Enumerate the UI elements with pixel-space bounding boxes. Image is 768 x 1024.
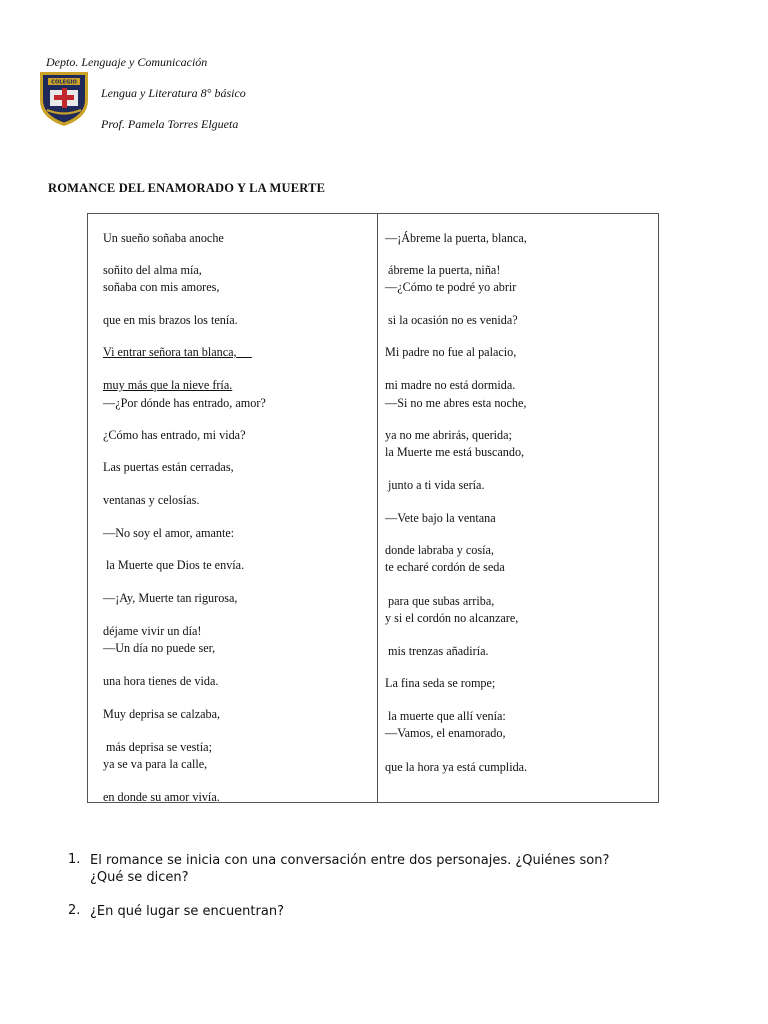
verse-line: en donde su amor vivía.	[103, 790, 220, 804]
verse-line: Vi entrar señora tan blanca,	[103, 345, 237, 359]
verse-line: una hora tienes de vida.	[103, 674, 219, 688]
verse-line: Mi padre no fue al palacio,	[385, 345, 517, 359]
verse-line: si la ocasión no es venida?	[385, 313, 518, 327]
verse-line: ventanas y celosías.	[103, 493, 200, 507]
verse-line: ¿Cómo has entrado, mi vida?	[103, 428, 246, 442]
verse-line: —¿Por dónde has entrado, amor?	[103, 396, 266, 410]
verse-line: Muy deprisa se calzaba,	[103, 707, 221, 721]
verse-line: soñito del alma mía,	[103, 263, 202, 277]
question-text-continued: ¿Qué se dicen?	[90, 870, 189, 885]
verse-line: soñaba con mis amores,	[103, 280, 220, 294]
question-text: ¿En qué lugar se encuentran?	[90, 904, 284, 919]
verse-line: ya se va para la calle,	[103, 757, 208, 771]
question-text: El romance se inicia con una conversación entre dos personajes. ¿Quiénes son?	[90, 853, 610, 868]
verse-line: donde labraba y cosía,	[385, 543, 494, 557]
verse-line: —No soy el amor, amante:	[103, 526, 235, 540]
verse-line: junto a ti vida sería.	[385, 478, 485, 492]
verse-line: la muerte que allí venía:	[385, 709, 506, 723]
verse-line: muy más que la nieve fría.	[103, 378, 233, 392]
verse-line: ábreme la puerta, niña!	[385, 263, 501, 277]
verse-line: —¡Ay, Muerte tan rigurosa,	[103, 591, 238, 605]
verse-line: Las puertas están cerradas,	[103, 460, 234, 474]
verse-line: déjame vivir un día!	[103, 624, 202, 638]
verse-line: y si el cordón no alcanzare,	[385, 611, 519, 625]
verse-line: —Vamos, el enamorado,	[385, 726, 506, 740]
verse-line: Un sueño soñaba anoche	[103, 231, 224, 245]
question-number: 1.	[68, 852, 81, 867]
course-label: Lengua y Literatura 8° básico	[101, 86, 246, 100]
verse-line: más deprisa se vestía;	[103, 740, 212, 754]
verse-line: que la hora ya está cumplida.	[385, 760, 528, 774]
verse-line: —Vete bajo la ventana	[385, 511, 496, 525]
poem-column-divider	[377, 213, 378, 803]
teacher-label: Prof. Pamela Torres Elgueta	[101, 117, 239, 131]
verse-line: —Un día no puede ser,	[103, 641, 216, 655]
poem-title: ROMANCE DEL ENAMORADO Y LA MUERTE	[48, 181, 326, 195]
verse-line: —Si no me abres esta noche,	[385, 396, 527, 410]
department-label: Depto. Lenguaje y Comunicación	[46, 55, 208, 69]
verse-line: La fina seda se rompe;	[385, 676, 496, 690]
verse-line: la Muerte me está buscando,	[385, 445, 525, 459]
question-number: 2.	[68, 903, 81, 918]
verse-line: —¿Cómo te podré yo abrir	[385, 280, 517, 294]
school-crest-logo	[38, 70, 90, 128]
verse-line: que en mis brazos los tenía.	[103, 313, 238, 327]
verse-line: mi madre no está dormida.	[385, 378, 516, 392]
crest-text: COLEGIO	[51, 79, 77, 86]
verse-line: mis trenzas añadiría.	[385, 644, 489, 658]
verse-line: ya no me abrirás, querida;	[385, 428, 512, 442]
verse-line: la Muerte que Dios te envía.	[103, 558, 245, 572]
verse-line: —¡Ábreme la puerta, blanca,	[385, 231, 527, 245]
verse-line: te echaré cordón de seda	[385, 560, 505, 574]
verse-line: para que subas arriba,	[385, 594, 495, 608]
